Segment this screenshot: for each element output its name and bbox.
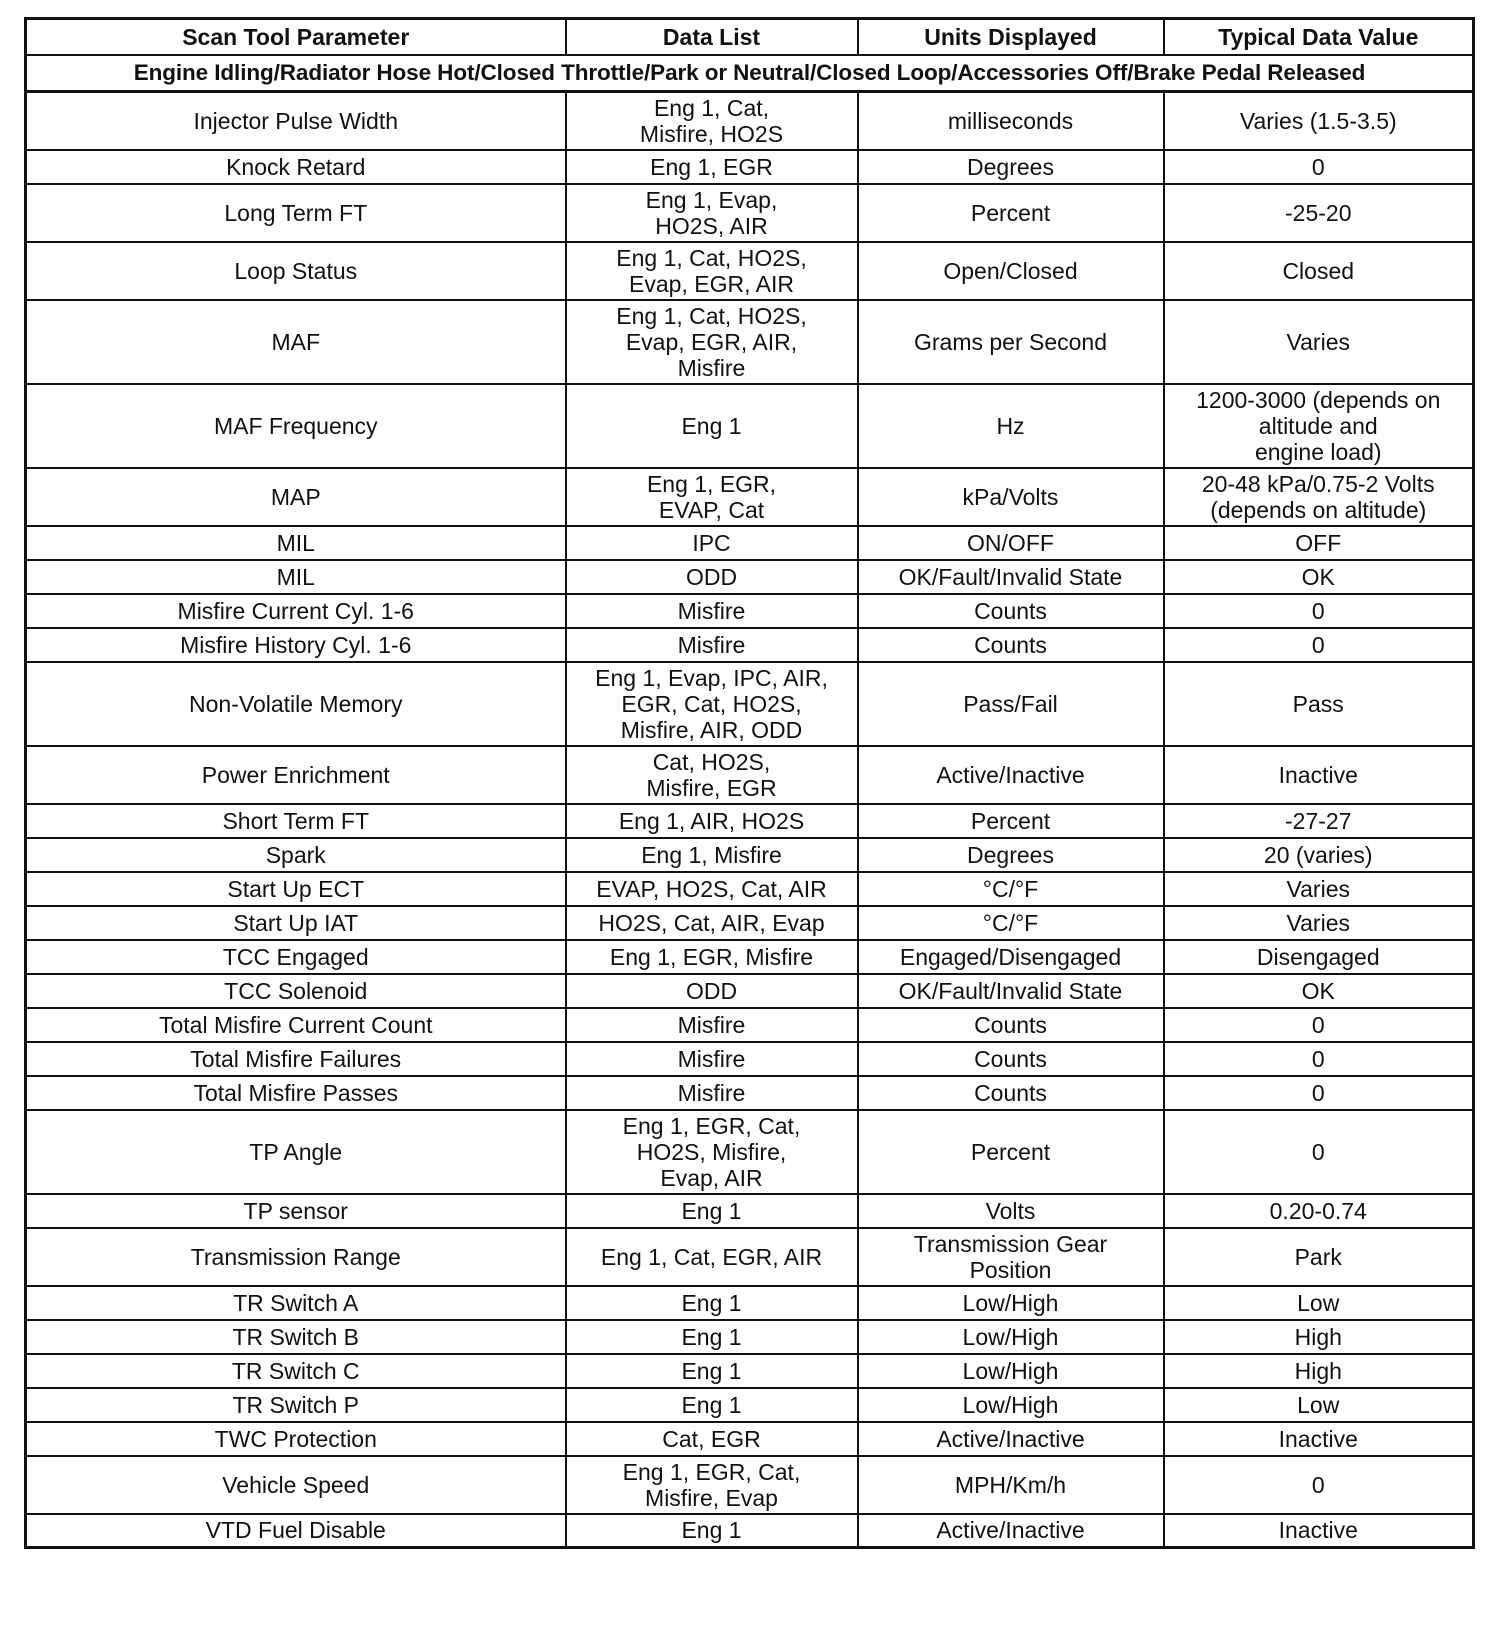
cell-data-list-text: HO2S, Cat, AIR, Evap xyxy=(598,909,825,936)
table-row xyxy=(26,92,1474,150)
cell-data-list-text: ODD xyxy=(685,563,738,590)
cell-units xyxy=(858,1388,1164,1422)
cell-parameter xyxy=(26,1514,566,1548)
cell-units-text: °C/°F xyxy=(982,909,1039,936)
cell-data-list xyxy=(566,1076,858,1110)
header-scan-tool-parameter: Scan Tool Parameter xyxy=(26,19,566,56)
cell-data-list-text: Eng 1 xyxy=(681,1197,742,1224)
cell-data-list xyxy=(566,1354,858,1388)
cell-parameter-text: Non-Volatile Memory xyxy=(189,690,403,717)
cell-data-list xyxy=(566,150,858,184)
cell-units xyxy=(858,526,1164,560)
cell-units xyxy=(858,804,1164,838)
cell-typical-value-text: Low xyxy=(1297,1391,1340,1418)
table-row xyxy=(26,1194,1474,1228)
cell-data-list-text: ODD xyxy=(685,977,738,1004)
scan-tool-data-table xyxy=(24,17,1475,1549)
cell-parameter xyxy=(26,184,566,242)
header-row xyxy=(26,19,1474,56)
cell-parameter-text: TR Switch B xyxy=(232,1323,360,1350)
cell-typical-value-text: -27-27 xyxy=(1285,807,1352,834)
cell-units-text: Grams per Second xyxy=(913,328,1108,355)
cell-units xyxy=(858,1286,1164,1320)
scan-tool-data-sheet xyxy=(24,17,1472,1549)
cell-data-list-text: Eng 1, Cat, EGR, AIR xyxy=(600,1243,823,1270)
cell-units-text: Counts xyxy=(974,597,1047,624)
cell-data-list xyxy=(566,1042,858,1076)
cell-units-text: Pass/Fail xyxy=(963,690,1058,717)
cell-data-list xyxy=(566,1514,858,1548)
cell-typical-value-text: OFF xyxy=(1295,529,1342,556)
cell-data-list xyxy=(566,594,858,628)
cell-typical-value xyxy=(1164,1008,1474,1042)
cell-data-list xyxy=(566,1194,858,1228)
table-row xyxy=(26,1228,1474,1286)
cell-parameter xyxy=(26,1388,566,1422)
cell-units xyxy=(858,746,1164,804)
cell-typical-value-text: 20 (varies) xyxy=(1263,841,1373,868)
cell-data-list xyxy=(566,838,858,872)
cell-parameter-text: Long Term FT xyxy=(224,199,368,226)
cell-parameter-text: TP Angle xyxy=(249,1138,343,1165)
cell-units xyxy=(858,906,1164,940)
cell-parameter-text: Total Misfire Passes xyxy=(193,1079,398,1106)
cell-typical-value xyxy=(1164,1110,1474,1194)
table-row xyxy=(26,150,1474,184)
cell-parameter xyxy=(26,526,566,560)
cell-typical-value-text: 0 xyxy=(1311,1011,1325,1038)
cell-units xyxy=(858,1514,1164,1548)
cell-parameter xyxy=(26,1286,566,1320)
table-row xyxy=(26,560,1474,594)
cell-data-list-text: Eng 1 xyxy=(681,1357,742,1384)
cell-data-list xyxy=(566,1110,858,1194)
table-row xyxy=(26,300,1474,384)
cell-typical-value xyxy=(1164,1354,1474,1388)
cell-data-list-text: Eng 1, Cat, HO2S, Evap, EGR, AIR, Misfire xyxy=(616,302,807,381)
table-row xyxy=(26,1008,1474,1042)
cell-parameter xyxy=(26,1008,566,1042)
cell-units-text: Degrees xyxy=(967,841,1054,868)
cell-units-text: Percent xyxy=(970,199,1051,226)
cell-parameter xyxy=(26,242,566,300)
cell-parameter-text: Loop Status xyxy=(234,257,358,284)
cell-units xyxy=(858,184,1164,242)
cell-parameter-text: TR Switch P xyxy=(232,1391,360,1418)
cell-typical-value-text: Low xyxy=(1297,1289,1340,1316)
cell-data-list xyxy=(566,1008,858,1042)
cell-data-list xyxy=(566,1286,858,1320)
cell-units xyxy=(858,1320,1164,1354)
cell-units-text: Degrees xyxy=(967,153,1054,180)
cell-typical-value xyxy=(1164,594,1474,628)
cell-parameter-text: Short Term FT xyxy=(222,807,370,834)
cell-units xyxy=(858,1008,1164,1042)
cell-parameter-text: Knock Retard xyxy=(226,153,366,180)
cell-typical-value xyxy=(1164,526,1474,560)
cell-parameter xyxy=(26,940,566,974)
cell-data-list-text: Eng 1, AIR, HO2S xyxy=(618,807,805,834)
cell-typical-value xyxy=(1164,1286,1474,1320)
cell-units-text: Transmission Gear Position xyxy=(913,1230,1108,1283)
cell-typical-value-text: 0 xyxy=(1311,631,1325,658)
cell-units xyxy=(858,242,1164,300)
table-row xyxy=(26,838,1474,872)
cell-units xyxy=(858,1110,1164,1194)
cell-typical-value-text: 0.20-0.74 xyxy=(1269,1197,1367,1224)
cell-parameter xyxy=(26,1422,566,1456)
cell-data-list xyxy=(566,746,858,804)
cell-typical-value-text: Park xyxy=(1294,1243,1342,1270)
cell-data-list xyxy=(566,526,858,560)
cell-parameter xyxy=(26,92,566,150)
table-row xyxy=(26,746,1474,804)
cell-units-text: Counts xyxy=(974,1079,1047,1106)
cell-data-list xyxy=(566,384,858,468)
table-row xyxy=(26,1456,1474,1514)
cell-data-list-text: Cat, EGR xyxy=(662,1425,761,1452)
cell-parameter-text: Misfire History Cyl. 1-6 xyxy=(180,631,412,658)
cell-typical-value-text: 0 xyxy=(1311,597,1325,624)
cell-typical-value xyxy=(1164,872,1474,906)
cell-data-list-text: Eng 1, EGR, EVAP, Cat xyxy=(646,470,777,523)
table-row xyxy=(26,1514,1474,1548)
cell-data-list xyxy=(566,300,858,384)
cell-units-text: OK/Fault/Invalid State xyxy=(898,563,1123,590)
cell-data-list xyxy=(566,662,858,746)
cell-parameter xyxy=(26,1228,566,1286)
cell-typical-value-text: Inactive xyxy=(1278,1425,1358,1452)
cell-data-list xyxy=(566,804,858,838)
cell-typical-value-text: Closed xyxy=(1282,257,1355,284)
cell-units xyxy=(858,300,1164,384)
cell-typical-value xyxy=(1164,1456,1474,1514)
table-row xyxy=(26,526,1474,560)
cell-parameter-text: TCC Engaged xyxy=(222,943,369,970)
table-row xyxy=(26,242,1474,300)
cell-typical-value xyxy=(1164,804,1474,838)
cell-parameter-text: Misfire Current Cyl. 1-6 xyxy=(177,597,414,624)
cell-data-list-text: IPC xyxy=(692,529,731,556)
cell-parameter xyxy=(26,1042,566,1076)
cell-typical-value xyxy=(1164,906,1474,940)
cell-units xyxy=(858,1228,1164,1286)
cell-data-list-text: Eng 1, Cat, Misfire, HO2S xyxy=(639,94,784,147)
table-row xyxy=(26,184,1474,242)
cell-typical-value-text: Varies xyxy=(1286,909,1350,936)
cell-units xyxy=(858,594,1164,628)
table-row xyxy=(26,662,1474,746)
cell-units-text: kPa/Volts xyxy=(962,483,1059,510)
cell-data-list-text: Eng 1 xyxy=(681,1391,742,1418)
cell-units-text: ON/OFF xyxy=(967,529,1054,556)
cell-parameter xyxy=(26,1456,566,1514)
cell-typical-value-text: Varies xyxy=(1286,875,1350,902)
cell-typical-value xyxy=(1164,1228,1474,1286)
cell-parameter xyxy=(26,594,566,628)
header-typical-data-value: Typical Data Value xyxy=(1164,19,1474,56)
cell-data-list-text: Eng 1, EGR, Cat, HO2S, Misfire, Evap, AIR xyxy=(622,1112,801,1191)
cell-typical-value-text: Varies (1.5-3.5) xyxy=(1239,107,1397,134)
cell-parameter xyxy=(26,974,566,1008)
cell-typical-value xyxy=(1164,1320,1474,1354)
cell-typical-value xyxy=(1164,940,1474,974)
cell-data-list-text: EVAP, HO2S, Cat, AIR xyxy=(596,875,827,902)
table-row xyxy=(26,1388,1474,1422)
cell-typical-value-text: 20-48 kPa/0.75-2 Volts (depends on altitude) xyxy=(1201,470,1435,523)
cell-parameter xyxy=(26,300,566,384)
table-row xyxy=(26,906,1474,940)
cell-units-text: Low/High xyxy=(962,1289,1059,1316)
cell-data-list-text: Eng 1, Evap, HO2S, AIR xyxy=(645,186,778,239)
table-row xyxy=(26,1076,1474,1110)
cell-parameter xyxy=(26,1110,566,1194)
cell-units xyxy=(858,1194,1164,1228)
cell-typical-value xyxy=(1164,1514,1474,1548)
table-row xyxy=(26,1042,1474,1076)
cell-parameter-text: Start Up IAT xyxy=(233,909,359,936)
cell-units-text: °C/°F xyxy=(982,875,1039,902)
cell-parameter xyxy=(26,1320,566,1354)
cell-data-list-text: Eng 1, Evap, IPC, AIR, EGR, Cat, HO2S, Misfire, AIR, ODD xyxy=(595,664,828,743)
cell-units xyxy=(858,150,1164,184)
cell-parameter-text: TR Switch A xyxy=(233,1289,359,1316)
cell-units xyxy=(858,384,1164,468)
cell-typical-value-text: 0 xyxy=(1311,1138,1325,1165)
cell-parameter-text: Power Enrichment xyxy=(201,761,390,788)
cell-typical-value-text: 0 xyxy=(1311,1045,1325,1072)
cell-units-text: Engaged/Disengaged xyxy=(899,943,1122,970)
cell-units xyxy=(858,940,1164,974)
cell-typical-value xyxy=(1164,150,1474,184)
cell-data-list xyxy=(566,974,858,1008)
cell-data-list xyxy=(566,1388,858,1422)
cell-parameter xyxy=(26,150,566,184)
cell-parameter-text: Injector Pulse Width xyxy=(193,107,399,134)
cell-parameter-text: Start Up ECT xyxy=(227,875,365,902)
cell-typical-value-text: Inactive xyxy=(1278,1517,1358,1544)
table-row xyxy=(26,1110,1474,1194)
cell-units-text: Active/Inactive xyxy=(936,1517,1085,1544)
cell-typical-value-text: Pass xyxy=(1292,690,1344,717)
cell-data-list-text: Cat, HO2S, Misfire, EGR xyxy=(646,748,777,801)
cell-typical-value xyxy=(1164,662,1474,746)
cell-data-list-text: Eng 1 xyxy=(681,1517,742,1544)
cell-parameter-text: MAF xyxy=(271,328,321,355)
table-row xyxy=(26,1320,1474,1354)
cell-typical-value xyxy=(1164,1388,1474,1422)
cell-typical-value xyxy=(1164,384,1474,468)
cell-data-list-text: Misfire xyxy=(677,1079,746,1106)
cell-units xyxy=(858,468,1164,526)
cell-typical-value xyxy=(1164,1076,1474,1110)
cell-parameter xyxy=(26,838,566,872)
cell-units xyxy=(858,662,1164,746)
cell-units-text: Counts xyxy=(974,1011,1047,1038)
cell-typical-value xyxy=(1164,300,1474,384)
table-row xyxy=(26,628,1474,662)
cell-typical-value xyxy=(1164,1042,1474,1076)
cell-data-list-text: Eng 1 xyxy=(681,1289,742,1316)
cell-data-list xyxy=(566,184,858,242)
cell-data-list-text: Misfire xyxy=(677,597,746,624)
cell-units-text: Counts xyxy=(974,1045,1047,1072)
cell-parameter-text: VTD Fuel Disable xyxy=(205,1517,386,1544)
cell-data-list xyxy=(566,560,858,594)
cell-parameter-text: TR Switch C xyxy=(231,1357,360,1384)
cell-units xyxy=(858,872,1164,906)
cell-typical-value-text: 0 xyxy=(1311,153,1325,180)
cell-units-text: Active/Inactive xyxy=(936,761,1085,788)
cell-typical-value-text: High xyxy=(1294,1323,1342,1350)
cell-units xyxy=(858,1354,1164,1388)
cell-parameter xyxy=(26,746,566,804)
cell-parameter xyxy=(26,662,566,746)
test-condition: Engine Idling/Radiator Hose Hot/Closed Throttle/Park or Neutral/Closed Loop/Accessories Off/Brake Pedal Released xyxy=(26,55,1474,92)
cell-units-text: Low/High xyxy=(962,1391,1059,1418)
cell-parameter-text: MIL xyxy=(276,563,315,590)
cell-data-list xyxy=(566,1456,858,1514)
cell-data-list xyxy=(566,940,858,974)
cell-typical-value xyxy=(1164,468,1474,526)
cell-typical-value xyxy=(1164,746,1474,804)
cell-parameter-text: Spark xyxy=(265,841,326,868)
cell-units xyxy=(858,560,1164,594)
cell-units xyxy=(858,1422,1164,1456)
cell-typical-value-text: High xyxy=(1294,1357,1342,1384)
cell-units-text: Low/High xyxy=(962,1357,1059,1384)
cell-parameter xyxy=(26,468,566,526)
cell-typical-value-text: Disengaged xyxy=(1256,943,1380,970)
cell-typical-value xyxy=(1164,242,1474,300)
table-row xyxy=(26,1422,1474,1456)
cell-units-text: Percent xyxy=(970,1138,1051,1165)
cell-typical-value-text: OK xyxy=(1301,977,1335,1004)
cell-data-list xyxy=(566,628,858,662)
cell-data-list xyxy=(566,468,858,526)
cell-typical-value-text: 0 xyxy=(1311,1471,1325,1498)
cell-data-list-text: Eng 1 xyxy=(681,1323,742,1350)
cell-units xyxy=(858,974,1164,1008)
cell-units-text: Low/High xyxy=(962,1323,1059,1350)
cell-parameter-text: TWC Protection xyxy=(214,1425,377,1452)
cell-units-text: OK/Fault/Invalid State xyxy=(898,977,1123,1004)
cell-units-text: Volts xyxy=(985,1197,1036,1224)
cell-data-list-text: Misfire xyxy=(677,1011,746,1038)
cell-data-list-text: Misfire xyxy=(677,631,746,658)
cell-data-list xyxy=(566,1422,858,1456)
cell-typical-value-text: Inactive xyxy=(1278,761,1358,788)
cell-parameter-text: MAP xyxy=(270,483,321,510)
cell-data-list xyxy=(566,1320,858,1354)
cell-units xyxy=(858,1042,1164,1076)
cell-data-list xyxy=(566,906,858,940)
test-condition-row xyxy=(26,55,1474,92)
header-units-displayed: Units Displayed xyxy=(858,19,1164,56)
cell-typical-value-text: OK xyxy=(1301,563,1335,590)
table-row xyxy=(26,940,1474,974)
cell-units xyxy=(858,1076,1164,1110)
cell-data-list-text: Eng 1, EGR, Cat, Misfire, Evap xyxy=(622,1458,801,1511)
cell-units-text: Percent xyxy=(970,807,1051,834)
cell-parameter xyxy=(26,384,566,468)
cell-units-text: MPH/Km/h xyxy=(954,1471,1067,1498)
table-row xyxy=(26,872,1474,906)
cell-data-list-text: Eng 1, Cat, HO2S, Evap, EGR, AIR xyxy=(616,244,807,297)
cell-parameter xyxy=(26,1354,566,1388)
cell-typical-value-text: Varies xyxy=(1286,328,1350,355)
cell-data-list xyxy=(566,92,858,150)
cell-typical-value xyxy=(1164,838,1474,872)
cell-typical-value xyxy=(1164,184,1474,242)
cell-typical-value-text: 0 xyxy=(1311,1079,1325,1106)
table-row xyxy=(26,468,1474,526)
cell-parameter xyxy=(26,560,566,594)
table-row xyxy=(26,1354,1474,1388)
table-row xyxy=(26,974,1474,1008)
cell-parameter-text: Total Misfire Failures xyxy=(190,1045,402,1072)
cell-parameter-text: Transmission Range xyxy=(190,1243,401,1270)
cell-parameter xyxy=(26,628,566,662)
cell-data-list-text: Eng 1 xyxy=(681,412,742,439)
cell-typical-value xyxy=(1164,1194,1474,1228)
cell-data-list xyxy=(566,242,858,300)
table-row xyxy=(26,1286,1474,1320)
cell-typical-value-text: 1200-3000 (depends on altitude and engine load) xyxy=(1196,386,1441,465)
cell-typical-value xyxy=(1164,628,1474,662)
cell-units-text: Hz xyxy=(996,412,1025,439)
cell-data-list xyxy=(566,1228,858,1286)
cell-data-list-text: Eng 1, EGR, Misfire xyxy=(609,943,814,970)
cell-units-text: milliseconds xyxy=(947,107,1074,134)
cell-units-text: Active/Inactive xyxy=(936,1425,1085,1452)
cell-typical-value-text: -25-20 xyxy=(1285,199,1352,226)
table-row xyxy=(26,804,1474,838)
header-data-list: Data List xyxy=(566,19,858,56)
cell-parameter-text: Vehicle Speed xyxy=(222,1471,370,1498)
cell-parameter-text: MIL xyxy=(276,529,315,556)
cell-parameter-text: MAF Frequency xyxy=(213,412,378,439)
cell-parameter xyxy=(26,804,566,838)
table-row xyxy=(26,384,1474,468)
cell-data-list xyxy=(566,872,858,906)
cell-units-text: Open/Closed xyxy=(943,257,1078,284)
cell-data-list-text: Eng 1, EGR xyxy=(650,153,773,180)
cell-units-text: Counts xyxy=(974,631,1047,658)
table-row xyxy=(26,594,1474,628)
cell-parameter xyxy=(26,872,566,906)
cell-parameter-text: TCC Solenoid xyxy=(224,977,368,1004)
cell-parameter xyxy=(26,1194,566,1228)
cell-units xyxy=(858,838,1164,872)
cell-units xyxy=(858,1456,1164,1514)
cell-typical-value xyxy=(1164,974,1474,1008)
cell-parameter-text: TP sensor xyxy=(243,1197,348,1224)
cell-parameter-text: Total Misfire Current Count xyxy=(158,1011,433,1038)
cell-parameter xyxy=(26,906,566,940)
cell-units xyxy=(858,628,1164,662)
cell-typical-value xyxy=(1164,1422,1474,1456)
cell-parameter xyxy=(26,1076,566,1110)
cell-typical-value xyxy=(1164,92,1474,150)
cell-typical-value xyxy=(1164,560,1474,594)
cell-units xyxy=(858,92,1164,150)
cell-data-list-text: Eng 1, Misfire xyxy=(641,841,782,868)
cell-data-list-text: Misfire xyxy=(677,1045,746,1072)
